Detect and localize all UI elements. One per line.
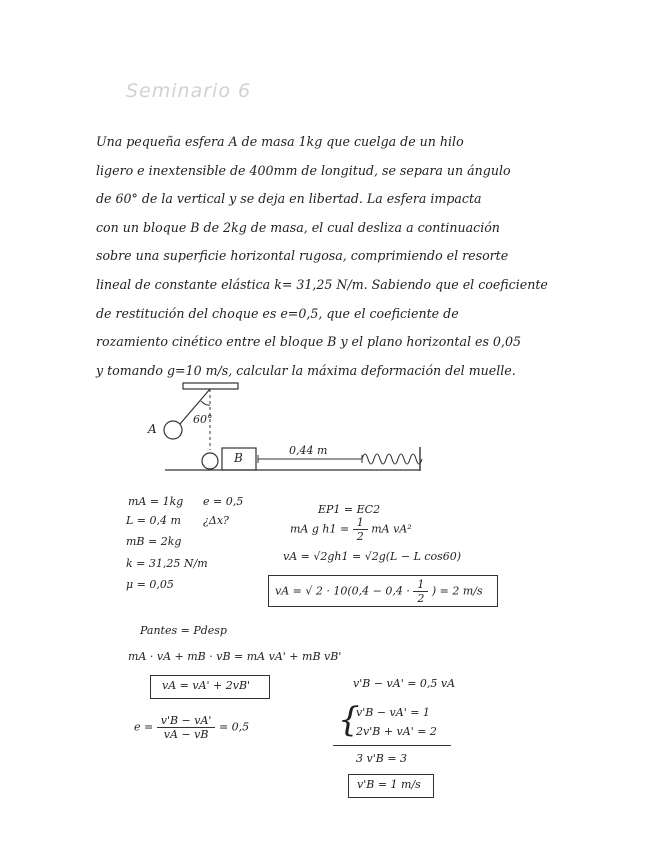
momentum-equation: mA · vA + mB · vB = mA vA' + mB vB' (128, 650, 342, 663)
velocity-relation: v'B − vA' = 0,5 vA (353, 677, 456, 690)
energy-equation-3: vA = √2gh1 = √2g(L − L cos60) (283, 550, 462, 563)
given-unknown: ¿Δx? (203, 514, 229, 527)
energy-eq2-numerator: 1 (353, 516, 368, 530)
energy-eq2-fraction (353, 516, 368, 543)
statement-line: de 60° de la vertical y se deja en libertad. La esfera impacta (96, 191, 482, 207)
energy-eq4-denominator: 2 (417, 592, 425, 605)
statement-line: rozamiento cinético entre el bloque B y el plano horizontal es 0,05 (96, 334, 521, 350)
energy-eq4-fraction (413, 578, 428, 605)
block-label: B (234, 451, 243, 465)
restitution-equation (134, 714, 249, 741)
given-length: L = 0,4 m (126, 514, 181, 527)
energy-eq4-rhs: ) = 2 m/s (431, 584, 483, 598)
given-restitution: e = 0,5 (203, 495, 244, 508)
energy-eq2-lhs: mA g h1 = (290, 522, 350, 536)
energy-equation-2 (290, 516, 412, 543)
energy-equation-1: EP1 = EC2 (318, 503, 381, 516)
system-equation-2: 2v'B + vA' = 2 (356, 725, 437, 738)
statement-line: y tomando g=10 m/s, calcular la máxima deformación del muelle. (96, 362, 516, 378)
statement-line: ligero e inextensible de 400mm de longitud, se separa un ángulo (96, 162, 511, 178)
energy-eq2-denominator: 2 (356, 530, 364, 543)
energy-eq2-rhs: mA vA² (371, 522, 412, 536)
restitution-rhs: = 0,5 (218, 720, 250, 734)
system-brace: { (338, 700, 360, 740)
statement-line: con un bloque B de 2kg de masa, el cual desliza a continuación (96, 219, 500, 235)
restitution-lhs: e = (134, 720, 154, 734)
given-spring-constant: k = 31,25 N/m (126, 557, 208, 570)
sphere-label: A (148, 422, 157, 436)
angle-label: 60° (193, 413, 213, 426)
energy-eq4-lhs: vA = √ 2 · 10(0,4 − 0,4 · (275, 584, 410, 598)
system-sum-line (333, 745, 451, 746)
energy-eq4-numerator: 1 (413, 578, 428, 592)
energy-equation-4 (275, 578, 483, 605)
system-equation-1: v'B − vA' = 1 (356, 706, 430, 719)
final-result: v'B = 1 m/s (357, 778, 421, 791)
restitution-numerator: v'B − vA' (157, 714, 216, 728)
momentum-header: Pantes = Pdesp (140, 624, 227, 637)
statement-line: lineal de constante elástica k= 31,25 N/m. Sabiendo que el coeficiente (96, 276, 548, 292)
system-sum: 3 v'B = 3 (356, 752, 408, 765)
restitution-fraction (157, 714, 216, 741)
momentum-boxed-equation: vA = vA' + 2vB' (162, 679, 251, 692)
given-mass-a: mA = 1kg (128, 495, 184, 508)
restitution-denominator: vA − vB (163, 728, 209, 741)
distance-label: 0,44 m (289, 444, 328, 457)
given-friction: μ = 0,05 (126, 578, 174, 591)
statement-line: Una pequeña esfera A de masa 1kg que cuelga de un hilo (96, 134, 464, 149)
given-mass-b: mB = 2kg (126, 535, 182, 548)
page-title: Seminario 6 (126, 80, 252, 102)
statement-line: de restitución del choque es e=0,5, que el coeficiente de (96, 305, 459, 321)
statement-line: sobre una superficie horizontal rugosa, comprimiendo el resorte (96, 248, 509, 264)
